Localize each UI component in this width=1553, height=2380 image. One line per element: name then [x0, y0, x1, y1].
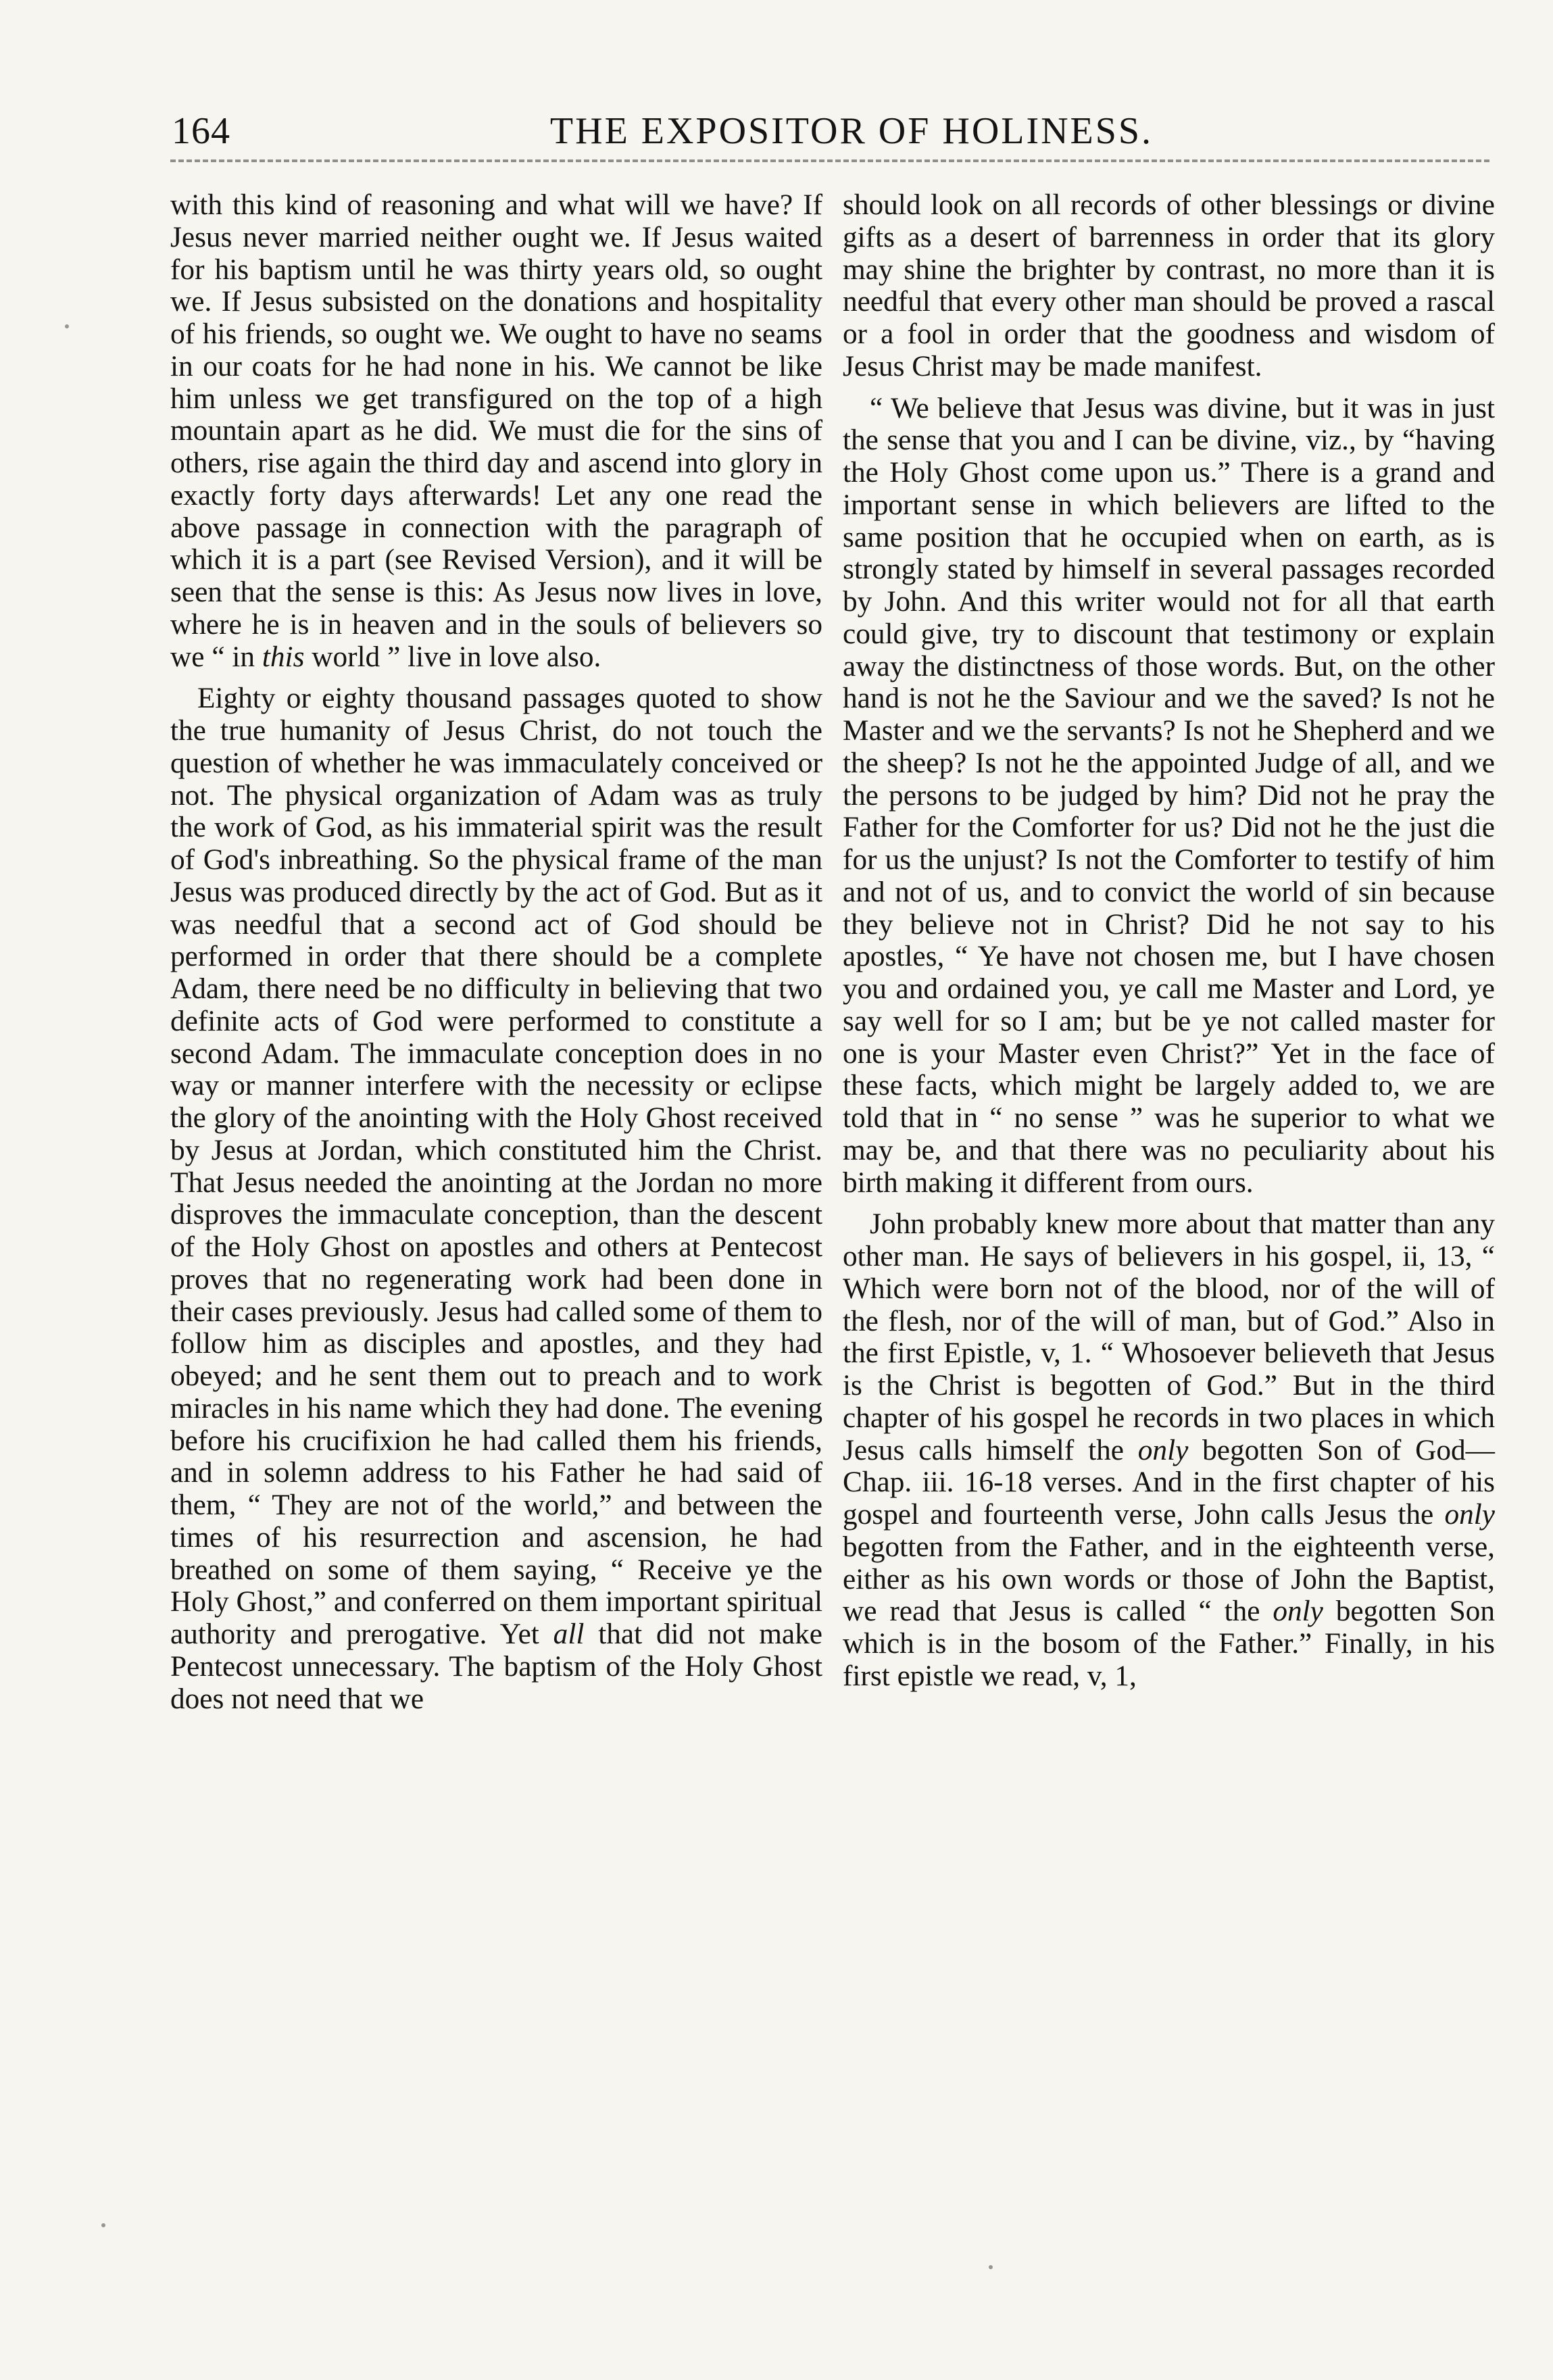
left-p2-text: Eighty or eighty thousand passages quoted to show the true humanity of Jesus Christ, do not touch the question of whether he was immaculately conceived or not. The physical organization of Adam was as truly the work of God, as his immaterial spirit was the result of God's inbreathing. So the physical frame of the man Jesus was produced directly by the act of God. But as it was needful that a second act of God should be performed in order that there should be a complete Adam, there need be no difficulty in believing that two definite acts of God were performed to constitute a second Adam. The immaculate conception does in no way or manner interfere with the necessity or eclipse the glory of the anointing with the Holy Ghost received by Jesus at Jordan, which constituted him the Christ. That Jesus needed the anointing at the Jordan no more disproves the immaculate conception, than the descent of the Holy Ghost on apostles and others at Pentecost proves that no regenerating work had been done in their cases previously. Jesus had called some of them to follow him as disciples and apostles, and they had obeyed; and he sent them out to preach and to work miracles in his name which they had done. The evening before his crucifixion he had called them his friends, and in solemn address to his Father he had said of them, “ They are not of the world,” and between the times of his resurrection and ascension, he had breathed on some of them saying, “ Receive ye the Holy Ghost,” and conferred on them important spiritual authority and prerogative. Yet — [170, 682, 822, 1650]
page-number: 164 — [172, 110, 230, 152]
right-column — [843, 189, 1495, 1693]
left-paragraph-2 — [170, 683, 822, 1715]
right-paragraph-3 — [843, 1208, 1495, 1692]
right-paragraph-2: “ We believe that Jesus was divine, but it was in just the sense that you and I can be divine, viz., by “having the Holy Ghost come upon us.” There is a grand and important sense in which believers are lifted to the same position that he occupied when on earth, as is strongly stated by himself in several passages recorded by John. And this writer would not for all that earth could give, try to discount that testimony or explain away the distinctness of those words. But, on the other hand is not he the Saviour and we the saved? Is not he Master and we the servants? Is not he Shepherd and we the sheep? Is not he the appointed Judge of all, and we the persons to be judged by him? Did not he pray the Father for the Comforter for us? Did not he the just die for us the unjust? Is not the Comforter to testify of him and not of us, and to convict the world of sin because they believe not in Christ? Did he not say to his apostles, “ Ye have not chosen me, but I have chosen you and ordained you, ye call me Master and Lord, ye say well for so I am; but be ye not called master for one is your Master even Christ?” Yet in the face of these facts, which might be largely added to, we are told that in “ no sense ” was he superior to what we may be, and that there was no peculiarity about his birth making it different from ours. — [843, 391, 1495, 1199]
right-p3-italic-2: only — [1444, 1498, 1495, 1531]
left-p1-quote: “ in — [204, 640, 262, 673]
left-p1-text: with this kind of reasoning and what will we have? If Jesus never married neither ought we. If Jesus waited for his baptism until he was thirty years old, so ought we. If Jesus subsisted on the donations and hospitality of his friends, so ought we. We ought to have no seams in our coats for he had none in his. We cannot be like him unless we get transfigured on the top of a high mountain apart as he did. We must die for the sins of others, rise again the third day and ascend into glory in exactly forty days afterwards! Let any one read the above passage in connection with the paragraph of which it is a part (see Revised Version), and it will be seen that the sense is this: As Jesus now lives in love, where he is in heaven and in the souls of believers so we — [170, 189, 822, 673]
header-rule — [170, 159, 1489, 162]
left-p1-end: world ” live in love also. — [304, 640, 601, 673]
paper-speck — [989, 2265, 993, 2269]
right-paragraph-1: should look on all records of other blessings or divine gifts as a desert of barrenness in order that its glory may shine the brighter by contrast, no more than it is needful that every other man should be proved a rascal or a fool in order that the goodness and wisdom of Jesus Christ may be made manifest. — [843, 189, 1495, 382]
right-p3-italic-3: only — [1273, 1595, 1323, 1628]
running-title: THE EXPOSITOR OF HOLINESS. — [549, 110, 1154, 152]
right-p3-mid-1: begotten Son of God—Chap. iii. 16-18 verses. And in the first chapter of his gospel and fourteenth verse, John calls Jesus the — [843, 1433, 1495, 1531]
left-p2-italic: all — [553, 1618, 585, 1650]
left-column — [170, 189, 822, 1715]
paper-speck — [101, 2223, 105, 2227]
paper-speck — [65, 324, 69, 328]
page-header — [169, 107, 1494, 168]
left-paragraph-1 — [170, 189, 822, 673]
right-p3-mid-2: begotten from the Father, and in the eighteenth verse, either as his own words or those of John the Baptist, we read that Jesus is called “ the — [843, 1530, 1495, 1628]
right-p3-start: John probably knew more about that matter than any other man. He says of believers in his gospel, ii, 13, “ Which were born not of the blood, nor of the will of the flesh, nor of the will of man, but of God.” Also in the first Epistle, v, 1. “ Whosoever believeth that Jesus is the Christ is begotten of God.” But in the third chapter of his gospel he records in two places in which Jesus calls himself the — [843, 1208, 1495, 1466]
left-p2-end: that did not make Pentecost unnecessary. The baptism of the Holy Ghost does not need that we — [170, 1618, 823, 1715]
right-p3-end: begotten Son which is in the bosom of the Father.” Finally, in his first epistle we read, v, 1, — [843, 1595, 1495, 1692]
left-p1-italic: this — [262, 640, 305, 673]
right-p3-italic-1: only — [1137, 1433, 1189, 1466]
